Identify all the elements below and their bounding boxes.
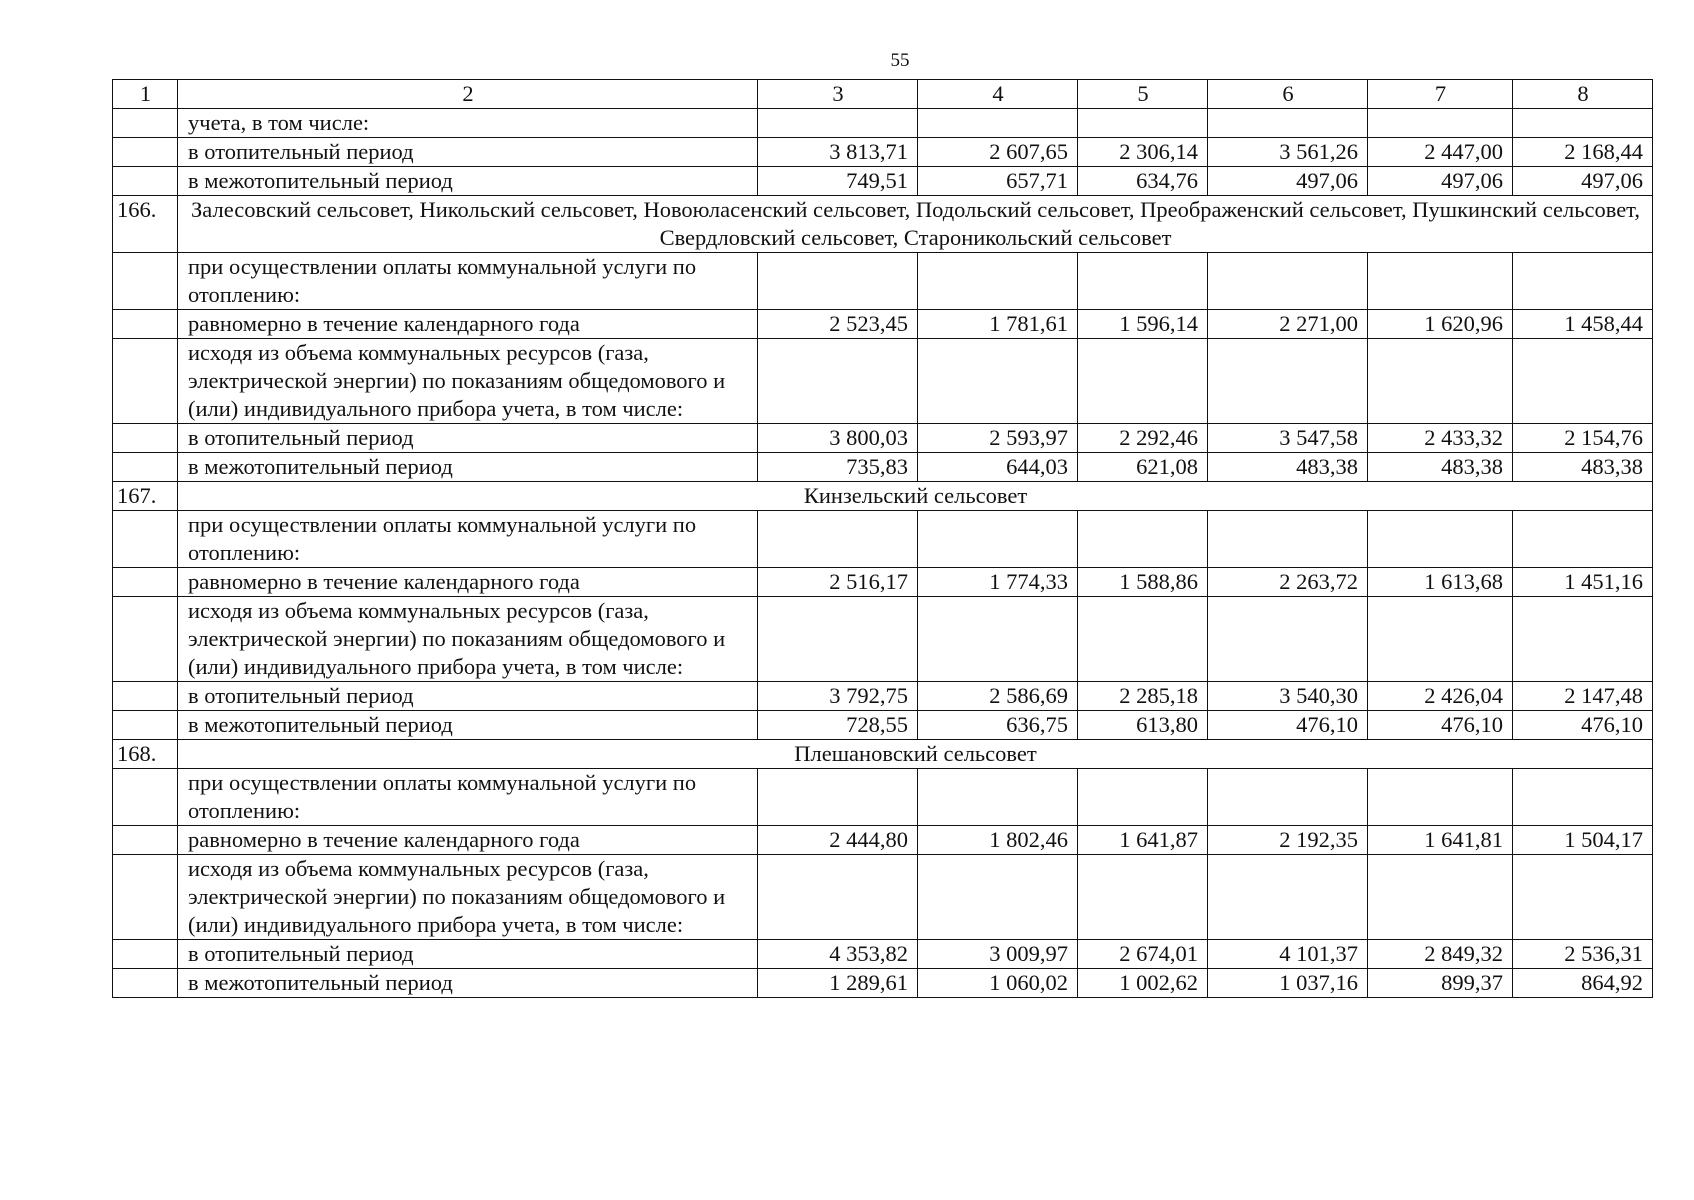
value-cell — [1208, 511, 1368, 568]
region-name: Залесовский сельсовет, Никольский сельсовет, Новоюласенский сельсовет, Подольский сельсовет, Преображенский сельсовет, Пушкинский сельсовет, Свердловский сельсовет, Староникольский сельсовет — [178, 196, 1653, 253]
row-index — [113, 855, 178, 940]
value-cell: 735,83 — [758, 453, 918, 482]
value-cell: 2 271,00 — [1208, 310, 1368, 339]
row-index — [113, 940, 178, 969]
value-cell — [1513, 511, 1653, 568]
value-cell: 1 596,14 — [1078, 310, 1208, 339]
value-cell: 2 536,31 — [1513, 940, 1653, 969]
value-cell: 497,06 — [1208, 167, 1368, 196]
value-cell — [1208, 855, 1368, 940]
value-cell: 636,75 — [918, 711, 1078, 740]
page-number: 55 — [890, 50, 910, 71]
row-index — [113, 511, 178, 568]
value-cell: 4 353,82 — [758, 940, 918, 969]
column-number: 8 — [1513, 80, 1653, 109]
value-cell — [758, 339, 918, 424]
value-cell: 1 458,44 — [1513, 310, 1653, 339]
row-index — [113, 109, 178, 138]
value-cell — [1208, 769, 1368, 826]
row-index — [113, 597, 178, 682]
value-cell: 1 504,17 — [1513, 826, 1653, 855]
row-label: в отопительный период — [178, 682, 758, 711]
value-cell: 2 516,17 — [758, 568, 918, 597]
value-cell: 2 586,69 — [918, 682, 1078, 711]
value-cell: 2 426,04 — [1368, 682, 1513, 711]
row-index — [113, 424, 178, 453]
value-cell — [1513, 769, 1653, 826]
value-cell: 2 444,80 — [758, 826, 918, 855]
row-index: 168. — [113, 740, 178, 769]
row-index — [113, 453, 178, 482]
value-cell — [1368, 511, 1513, 568]
value-cell: 476,10 — [1368, 711, 1513, 740]
table-row — [113, 167, 1653, 196]
row-index — [113, 253, 178, 310]
value-cell: 613,80 — [1078, 711, 1208, 740]
column-number: 6 — [1208, 80, 1368, 109]
row-label: в межотопительный период — [178, 711, 758, 740]
value-cell: 3 009,97 — [918, 940, 1078, 969]
region-row — [113, 740, 1653, 769]
value-cell: 2 192,35 — [1208, 826, 1368, 855]
value-cell — [758, 855, 918, 940]
value-cell: 3 540,30 — [1208, 682, 1368, 711]
column-number: 3 — [758, 80, 918, 109]
value-cell — [1078, 511, 1208, 568]
region-name: Кинзельский сельсовет — [178, 482, 1653, 511]
row-index — [113, 682, 178, 711]
row-label: при осуществлении оплаты коммунальной услуги по отоплению: — [178, 511, 758, 568]
value-cell: 2 447,00 — [1368, 138, 1513, 167]
value-cell: 2 607,65 — [918, 138, 1078, 167]
value-cell: 4 101,37 — [1208, 940, 1368, 969]
value-cell — [1513, 109, 1653, 138]
row-label: в межотопительный период — [178, 167, 758, 196]
value-cell: 1 641,81 — [1368, 826, 1513, 855]
table-row — [113, 424, 1653, 453]
value-cell — [1368, 253, 1513, 310]
value-cell: 1 613,68 — [1368, 568, 1513, 597]
value-cell: 2 674,01 — [1078, 940, 1208, 969]
row-label: исходя из объема коммунальных ресурсов (газа, электрической энергии) по показаниям общедомового и (или) индивидуального прибора учета, в том числе: — [178, 855, 758, 940]
value-cell: 1 060,02 — [918, 969, 1078, 998]
value-cell — [1078, 769, 1208, 826]
table-row — [113, 940, 1653, 969]
description-row — [113, 109, 1653, 138]
column-number: 7 — [1368, 80, 1513, 109]
value-cell: 621,08 — [1078, 453, 1208, 482]
value-cell — [1078, 339, 1208, 424]
description-row — [113, 339, 1653, 424]
value-cell — [1368, 339, 1513, 424]
value-cell — [758, 597, 918, 682]
value-cell — [918, 769, 1078, 826]
row-label: равномерно в течение календарного года — [178, 568, 758, 597]
value-cell: 2 593,97 — [918, 424, 1078, 453]
value-cell: 1 620,96 — [1368, 310, 1513, 339]
value-cell: 1 781,61 — [918, 310, 1078, 339]
table-row — [113, 453, 1653, 482]
value-cell: 899,37 — [1368, 969, 1513, 998]
value-cell — [1513, 253, 1653, 310]
row-index — [113, 167, 178, 196]
row-label: в межотопительный период — [178, 453, 758, 482]
value-cell — [1368, 769, 1513, 826]
row-label: исходя из объема коммунальных ресурсов (газа, электрической энергии) по показаниям общедомового и (или) индивидуального прибора учета, в том числе: — [178, 339, 758, 424]
table-body — [113, 80, 1653, 998]
table-row — [113, 711, 1653, 740]
value-cell: 483,38 — [1208, 453, 1368, 482]
column-number: 4 — [918, 80, 1078, 109]
row-index — [113, 568, 178, 597]
row-index — [113, 138, 178, 167]
value-cell — [918, 855, 1078, 940]
value-cell — [758, 109, 918, 138]
value-cell — [1513, 597, 1653, 682]
value-cell: 2 292,46 — [1078, 424, 1208, 453]
value-cell: 864,92 — [1513, 969, 1653, 998]
value-cell — [1078, 855, 1208, 940]
value-cell: 1 037,16 — [1208, 969, 1368, 998]
value-cell: 2 168,44 — [1513, 138, 1653, 167]
value-cell — [758, 253, 918, 310]
value-cell: 497,06 — [1368, 167, 1513, 196]
row-index: 167. — [113, 482, 178, 511]
value-cell — [1513, 855, 1653, 940]
value-cell: 1 289,61 — [758, 969, 918, 998]
value-cell: 497,06 — [1513, 167, 1653, 196]
value-cell — [758, 769, 918, 826]
description-row — [113, 511, 1653, 568]
row-index — [113, 711, 178, 740]
row-label: равномерно в течение календарного года — [178, 826, 758, 855]
value-cell — [1513, 339, 1653, 424]
value-cell: 2 263,72 — [1208, 568, 1368, 597]
description-row — [113, 253, 1653, 310]
column-number: 5 — [1078, 80, 1208, 109]
column-number-row — [113, 80, 1653, 109]
table-row — [113, 310, 1653, 339]
row-label: учета, в том числе: — [178, 109, 758, 138]
table-row — [113, 969, 1653, 998]
value-cell — [918, 511, 1078, 568]
value-cell — [758, 511, 918, 568]
value-cell: 483,38 — [1368, 453, 1513, 482]
region-row — [113, 482, 1653, 511]
description-row — [113, 769, 1653, 826]
row-label: в отопительный период — [178, 138, 758, 167]
row-index — [113, 310, 178, 339]
value-cell: 3 792,75 — [758, 682, 918, 711]
value-cell — [918, 253, 1078, 310]
value-cell: 644,03 — [918, 453, 1078, 482]
value-cell — [1078, 109, 1208, 138]
table-row — [113, 826, 1653, 855]
column-number: 1 — [113, 80, 178, 109]
column-number: 2 — [178, 80, 758, 109]
value-cell: 2 433,32 — [1368, 424, 1513, 453]
value-cell: 749,51 — [758, 167, 918, 196]
value-cell: 2 523,45 — [758, 310, 918, 339]
value-cell: 728,55 — [758, 711, 918, 740]
value-cell — [918, 109, 1078, 138]
value-cell — [1208, 109, 1368, 138]
table-row — [113, 682, 1653, 711]
region-row — [113, 196, 1653, 253]
row-index — [113, 769, 178, 826]
value-cell: 634,76 — [1078, 167, 1208, 196]
row-index — [113, 969, 178, 998]
value-cell: 1 002,62 — [1078, 969, 1208, 998]
row-label: равномерно в течение календарного года — [178, 310, 758, 339]
row-label: в отопительный период — [178, 940, 758, 969]
value-cell — [1368, 597, 1513, 682]
value-cell: 1 451,16 — [1513, 568, 1653, 597]
region-name: Плешановский сельсовет — [178, 740, 1653, 769]
value-cell — [1208, 597, 1368, 682]
value-cell — [918, 597, 1078, 682]
row-label: в межотопительный период — [178, 969, 758, 998]
table-row — [113, 138, 1653, 167]
row-index: 166. — [113, 196, 178, 253]
value-cell: 1 641,87 — [1078, 826, 1208, 855]
value-cell — [1208, 253, 1368, 310]
value-cell: 2 154,76 — [1513, 424, 1653, 453]
value-cell: 1 774,33 — [918, 568, 1078, 597]
row-label: в отопительный период — [178, 424, 758, 453]
value-cell: 476,10 — [1208, 711, 1368, 740]
value-cell: 2 147,48 — [1513, 682, 1653, 711]
row-label: при осуществлении оплаты коммунальной услуги по отоплению: — [178, 769, 758, 826]
row-label: исходя из объема коммунальных ресурсов (газа, электрической энергии) по показаниям общедомового и (или) индивидуального прибора учета, в том числе: — [178, 597, 758, 682]
value-cell: 1 588,86 — [1078, 568, 1208, 597]
description-row — [113, 597, 1653, 682]
value-cell: 2 285,18 — [1078, 682, 1208, 711]
value-cell: 3 547,58 — [1208, 424, 1368, 453]
value-cell: 657,71 — [918, 167, 1078, 196]
value-cell — [1208, 339, 1368, 424]
row-index — [113, 339, 178, 424]
value-cell — [1368, 109, 1513, 138]
value-cell: 2 306,14 — [1078, 138, 1208, 167]
row-index — [113, 826, 178, 855]
value-cell: 483,38 — [1513, 453, 1653, 482]
value-cell: 476,10 — [1513, 711, 1653, 740]
row-label: при осуществлении оплаты коммунальной услуги по отоплению: — [178, 253, 758, 310]
value-cell: 2 849,32 — [1368, 940, 1513, 969]
tariff-table — [112, 79, 1653, 998]
value-cell: 3 813,71 — [758, 138, 918, 167]
value-cell: 3 561,26 — [1208, 138, 1368, 167]
value-cell: 1 802,46 — [918, 826, 1078, 855]
value-cell: 3 800,03 — [758, 424, 918, 453]
value-cell — [918, 339, 1078, 424]
value-cell — [1368, 855, 1513, 940]
description-row — [113, 855, 1653, 940]
value-cell — [1078, 253, 1208, 310]
table-row — [113, 568, 1653, 597]
value-cell — [1078, 597, 1208, 682]
